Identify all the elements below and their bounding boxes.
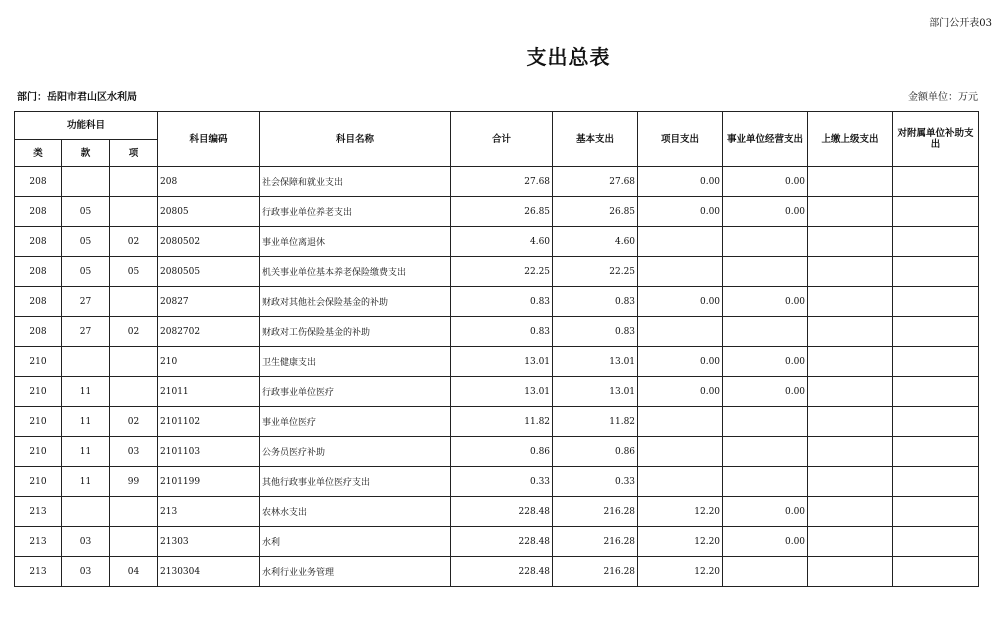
header-project: 项目支出 (638, 112, 723, 167)
cell-name: 行政事业单位养老支出 (260, 197, 451, 227)
cell-lei: 208 (15, 197, 62, 227)
cell-code: 21011 (158, 377, 260, 407)
cell-code: 2080502 (158, 227, 260, 257)
cell-basic: 216.28 (553, 497, 638, 527)
cell-subsidy (893, 287, 979, 317)
cell-upper (808, 347, 893, 377)
cell-kuan (62, 497, 110, 527)
cell-total: 4.60 (451, 227, 553, 257)
cell-business (723, 257, 808, 287)
cell-upper (808, 287, 893, 317)
cell-code: 2101199 (158, 467, 260, 497)
cell-upper (808, 227, 893, 257)
cell-business: 0.00 (723, 347, 808, 377)
cell-business: 0.00 (723, 287, 808, 317)
cell-xiang: 05 (110, 257, 158, 287)
cell-total: 0.86 (451, 437, 553, 467)
cell-project (638, 467, 723, 497)
cell-code: 2080505 (158, 257, 260, 287)
cell-xiang (110, 197, 158, 227)
cell-business: 0.00 (723, 497, 808, 527)
cell-kuan (62, 347, 110, 377)
header-business: 事业单位经营支出 (723, 112, 808, 167)
cell-business (723, 227, 808, 257)
cell-project: 0.00 (638, 167, 723, 197)
cell-total: 13.01 (451, 347, 553, 377)
cell-basic: 0.83 (553, 287, 638, 317)
header-name: 科目名称 (260, 112, 451, 167)
cell-total: 0.83 (451, 317, 553, 347)
cell-lei: 210 (15, 377, 62, 407)
cell-lei: 208 (15, 257, 62, 287)
cell-lei: 210 (15, 437, 62, 467)
cell-upper (808, 497, 893, 527)
cell-code: 20805 (158, 197, 260, 227)
cell-basic: 22.25 (553, 257, 638, 287)
cell-upper (808, 437, 893, 467)
table-row (15, 167, 979, 197)
cell-xiang: 99 (110, 467, 158, 497)
cell-kuan: 27 (62, 317, 110, 347)
cell-business (723, 437, 808, 467)
cell-upper (808, 467, 893, 497)
cell-xiang (110, 377, 158, 407)
cell-project: 0.00 (638, 197, 723, 227)
cell-subsidy (893, 377, 979, 407)
cell-kuan: 03 (62, 527, 110, 557)
cell-code: 208 (158, 167, 260, 197)
cell-upper (808, 167, 893, 197)
cell-total: 22.25 (451, 257, 553, 287)
cell-total: 27.68 (451, 167, 553, 197)
table-row (15, 197, 979, 227)
cell-lei: 208 (15, 227, 62, 257)
table-body (15, 167, 979, 587)
cell-subsidy (893, 467, 979, 497)
expenditure-table (14, 111, 979, 587)
cell-subsidy (893, 437, 979, 467)
cell-basic: 0.33 (553, 467, 638, 497)
cell-kuan: 11 (62, 407, 110, 437)
cell-basic: 0.86 (553, 437, 638, 467)
cell-total: 228.48 (451, 527, 553, 557)
form-number: 部门公开表03 (929, 18, 992, 29)
cell-kuan: 11 (62, 377, 110, 407)
header-lei: 类 (15, 140, 62, 167)
cell-kuan: 05 (62, 197, 110, 227)
cell-basic: 13.01 (553, 377, 638, 407)
cell-total: 26.85 (451, 197, 553, 227)
cell-xiang: 02 (110, 227, 158, 257)
cell-total: 13.01 (451, 377, 553, 407)
header-kuan: 款 (62, 140, 110, 167)
cell-xiang (110, 167, 158, 197)
cell-lei: 208 (15, 287, 62, 317)
table-row (15, 407, 979, 437)
cell-xiang (110, 527, 158, 557)
cell-code: 21303 (158, 527, 260, 557)
cell-subsidy (893, 497, 979, 527)
cell-basic: 216.28 (553, 557, 638, 587)
cell-name: 卫生健康支出 (260, 347, 451, 377)
cell-basic: 26.85 (553, 197, 638, 227)
table-row (15, 257, 979, 287)
cell-xiang: 03 (110, 437, 158, 467)
amount-unit-label: 金额单位：万元 (908, 92, 978, 103)
header-code: 科目编码 (158, 112, 260, 167)
cell-code: 2101103 (158, 437, 260, 467)
cell-subsidy (893, 317, 979, 347)
cell-total: 228.48 (451, 557, 553, 587)
cell-subsidy (893, 167, 979, 197)
cell-lei: 210 (15, 467, 62, 497)
cell-total: 0.83 (451, 287, 553, 317)
table-row (15, 227, 979, 257)
cell-name: 社会保障和就业支出 (260, 167, 451, 197)
cell-project: 12.20 (638, 557, 723, 587)
cell-basic: 11.82 (553, 407, 638, 437)
cell-project: 0.00 (638, 377, 723, 407)
cell-upper (808, 257, 893, 287)
cell-lei: 208 (15, 317, 62, 347)
cell-xiang (110, 287, 158, 317)
cell-total: 228.48 (451, 497, 553, 527)
table-row (15, 557, 979, 587)
cell-name: 行政事业单位医疗 (260, 377, 451, 407)
cell-xiang (110, 347, 158, 377)
cell-name: 事业单位医疗 (260, 407, 451, 437)
cell-subsidy (893, 407, 979, 437)
cell-business: 0.00 (723, 527, 808, 557)
cell-project (638, 437, 723, 467)
cell-kuan: 27 (62, 287, 110, 317)
cell-project: 0.00 (638, 287, 723, 317)
cell-basic: 4.60 (553, 227, 638, 257)
cell-project (638, 317, 723, 347)
cell-xiang (110, 497, 158, 527)
cell-kuan (62, 167, 110, 197)
table-row (15, 437, 979, 467)
header-subsidy: 对附属单位补助支出 (893, 112, 979, 167)
cell-business (723, 467, 808, 497)
cell-total: 0.33 (451, 467, 553, 497)
cell-project: 12.20 (638, 527, 723, 557)
cell-code: 210 (158, 347, 260, 377)
table-row (15, 467, 979, 497)
cell-name: 财政对其他社会保险基金的补助 (260, 287, 451, 317)
cell-kuan: 03 (62, 557, 110, 587)
table-row (15, 287, 979, 317)
cell-subsidy (893, 347, 979, 377)
header-basic: 基本支出 (553, 112, 638, 167)
cell-xiang: 02 (110, 317, 158, 347)
cell-name: 其他行政事业单位医疗支出 (260, 467, 451, 497)
cell-kuan: 05 (62, 227, 110, 257)
cell-kuan: 11 (62, 437, 110, 467)
table-row (15, 377, 979, 407)
cell-name: 公务员医疗补助 (260, 437, 451, 467)
cell-code: 213 (158, 497, 260, 527)
cell-lei: 213 (15, 497, 62, 527)
cell-business (723, 317, 808, 347)
cell-code: 2130304 (158, 557, 260, 587)
department-label: 部门：岳阳市君山区水利局 (17, 92, 137, 103)
cell-name: 农林水支出 (260, 497, 451, 527)
cell-name: 财政对工伤保险基金的补助 (260, 317, 451, 347)
cell-project (638, 407, 723, 437)
cell-upper (808, 527, 893, 557)
cell-business: 0.00 (723, 197, 808, 227)
cell-code: 20827 (158, 287, 260, 317)
header-xiang: 项 (110, 140, 158, 167)
cell-xiang: 04 (110, 557, 158, 587)
cell-business: 0.00 (723, 167, 808, 197)
cell-upper (808, 557, 893, 587)
cell-subsidy (893, 257, 979, 287)
cell-upper (808, 197, 893, 227)
cell-upper (808, 407, 893, 437)
cell-business (723, 407, 808, 437)
cell-basic: 13.01 (553, 347, 638, 377)
cell-basic: 216.28 (553, 527, 638, 557)
cell-code: 2082702 (158, 317, 260, 347)
cell-name: 水利 (260, 527, 451, 557)
page-title: 支出总表 (526, 45, 611, 69)
header-upper: 上缴上级支出 (808, 112, 893, 167)
header-total: 合计 (451, 112, 553, 167)
cell-project: 12.20 (638, 497, 723, 527)
cell-lei: 213 (15, 527, 62, 557)
cell-business: 0.00 (723, 377, 808, 407)
table-row (15, 497, 979, 527)
cell-subsidy (893, 557, 979, 587)
cell-upper (808, 377, 893, 407)
cell-project (638, 257, 723, 287)
cell-basic: 27.68 (553, 167, 638, 197)
header-func-subject: 功能科目 (15, 112, 158, 140)
cell-xiang: 02 (110, 407, 158, 437)
cell-code: 2101102 (158, 407, 260, 437)
table-row (15, 317, 979, 347)
cell-basic: 0.83 (553, 317, 638, 347)
cell-lei: 213 (15, 557, 62, 587)
cell-name: 事业单位离退休 (260, 227, 451, 257)
cell-lei: 208 (15, 167, 62, 197)
cell-name: 水利行业业务管理 (260, 557, 451, 587)
cell-project: 0.00 (638, 347, 723, 377)
cell-kuan: 11 (62, 467, 110, 497)
cell-name: 机关事业单位基本养老保险缴费支出 (260, 257, 451, 287)
cell-subsidy (893, 527, 979, 557)
cell-upper (808, 317, 893, 347)
cell-lei: 210 (15, 407, 62, 437)
header-row (15, 112, 979, 140)
cell-project (638, 227, 723, 257)
table-row (15, 527, 979, 557)
cell-lei: 210 (15, 347, 62, 377)
cell-total: 11.82 (451, 407, 553, 437)
table-row (15, 347, 979, 377)
cell-business (723, 557, 808, 587)
cell-subsidy (893, 197, 979, 227)
cell-kuan: 05 (62, 257, 110, 287)
cell-subsidy (893, 227, 979, 257)
